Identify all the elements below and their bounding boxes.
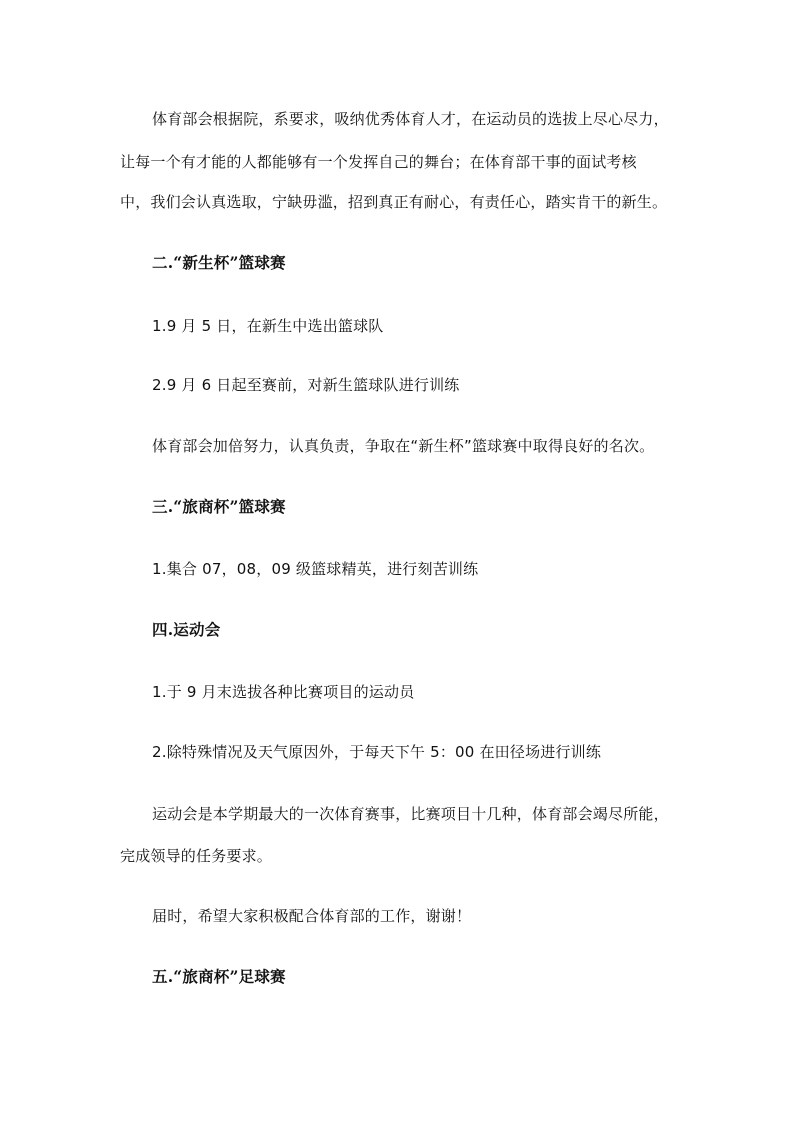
list-item: 1.于 9 月末选拔各种比赛项目的运动员 <box>152 683 415 701</box>
section-heading-travel-business-cup-football: 五.“旅商杯”足球赛 <box>152 967 286 986</box>
list-item: 2.9 月 6 日起至赛前，对新生篮球队进行训练 <box>152 376 460 394</box>
section-paragraph-line-2: 完成领导的任务要求。 <box>120 847 273 865</box>
section-paragraph: 体育部会加倍努力，认真负责，争取在“新生杯”篮球赛中取得良好的名次。 <box>152 437 655 455</box>
paragraph-intro-line-3: 中，我们会认真选取，宁缺毋滥，招到真正有耐心，有责任心，踏实肯干的新生。 <box>120 193 668 211</box>
list-item: 1.9 月 5 日，在新生中选出篮球队 <box>152 317 384 335</box>
section-paragraph-line-1: 运动会是本学期最大的一次体育赛事，比赛项目十几种，体育部会竭尽所能， <box>152 805 669 823</box>
paragraph-intro-line-1: 体育部会根据院，系要求，吸纳优秀体育人才，在运动员的选拔上尽心尽力， <box>152 110 669 128</box>
section-heading-sports-meet: 四.运动会 <box>152 620 221 639</box>
list-item: 1.集合 07，08，09 级篮球精英，进行刻苦训练 <box>152 560 479 578</box>
section-heading-travel-business-cup-basketball: 三.“旅商杯”篮球赛 <box>152 497 286 516</box>
list-item: 2.除特殊情况及天气原因外，于每天下午 5：00 在田径场进行训练 <box>152 743 602 761</box>
paragraph-intro-line-2: 让每一个有才能的人都能够有一个发挥自己的舞台；在体育部干事的面试考核 <box>120 153 637 171</box>
section-heading-freshman-cup-basketball: 二.“新生杯”篮球赛 <box>152 253 286 272</box>
closing-paragraph: 届时，希望大家积极配合体育部的工作，谢谢！ <box>152 907 472 925</box>
